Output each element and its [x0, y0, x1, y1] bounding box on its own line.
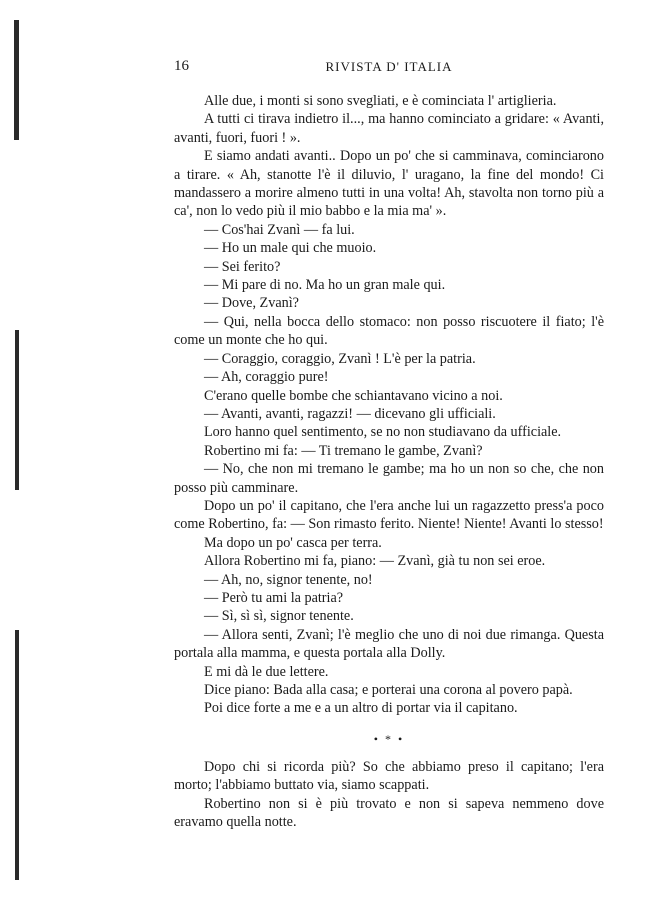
paragraph: C'erano quelle bombe che schiantavano vicino a noi.	[204, 387, 503, 404]
paragraph: Poi dice forte a me e a un altro di portar via il capitano.	[204, 700, 518, 717]
paragraph: Alle due, i monti si sono svegliati, e è cominciata l' artiglieria.	[204, 93, 557, 109]
dialogue-line: — Ho un male qui che muoio.	[204, 240, 377, 257]
running-title: RIVISTA D' ITALIA	[325, 59, 453, 74]
scan-edge-mark-top	[14, 20, 19, 140]
paragraph: Dice piano: Bada alla casa; e porterai una corona al povero papà.	[204, 682, 573, 698]
dialogue-line: — Però tu ami la patria?	[204, 589, 344, 606]
paragraph: Dopo chi si ricorda più? So che abbiamo preso il capitano; l'era morto; l'abbiamo buttato via, siamo scappati.	[174, 758, 604, 794]
paragraph: Robertino mi fa: — Ti tremano le gambe, Zvanì?	[204, 442, 483, 459]
scan-edge-mark-bottom	[15, 630, 19, 880]
dialogue-line: — No, che non mi tremano le gambe; ma ho un non so che, che non posso più camminare.	[174, 461, 604, 496]
paragraph: A tutti ci tirava indietro il..., ma hanno cominciato a gridare: « Avanti, avanti, fuori, fuori ! ».	[174, 111, 604, 146]
paragraph: Dopo un po' il capitano, che l'era anche lui un ragazzetto press'a poco come Robertino, fa: — Son rimasto ferito. Niente! Niente! Avanti lo stesso!	[174, 497, 604, 533]
dialogue-line: — Sì, sì sì, signor tenente.	[204, 608, 354, 625]
dialogue-line: — Ah, coraggio pure!	[204, 369, 329, 386]
dialogue-line: — Cos'hai Zvanì — fa lui.	[204, 221, 355, 238]
dialogue-line: — Ah, no, signor tenente, no!	[204, 571, 373, 588]
paragraph: Loro hanno quel sentimento, se no non studiavano da ufficiale.	[204, 424, 562, 441]
dialogue-line: — Mi pare di no. Ma ho un gran male qui.	[204, 277, 446, 294]
dialogue-line: — Dove, Zvanì?	[204, 295, 299, 312]
page-header	[174, 58, 604, 78]
paragraph: Robertino non si è più trovato e non si sapeva nemmeno dove eravamo quella notte.	[174, 795, 604, 831]
scan-edge-mark-middle	[15, 330, 19, 490]
dialogue-line: — Allora senti, Zvanì; l'è meglio che uno di noi due rimanga. Questa portala alla mamma, e questa portala alla Dolly.	[174, 626, 604, 662]
section-separator: • * •	[373, 731, 405, 746]
dialogue-line: — Avanti, avanti, ragazzi! — dicevano gli ufficiali.	[204, 405, 496, 422]
paragraph: Ma dopo un po' casca per terra.	[204, 534, 382, 551]
page-number: 16	[174, 58, 189, 74]
paragraph: E mi dà le due lettere.	[204, 663, 329, 680]
dialogue-line: — Coraggio, coraggio, Zvanì ! L'è per la patria.	[204, 350, 476, 367]
paragraph: Allora Robertino mi fa, piano: — Zvanì, già tu non sei eroe.	[204, 553, 546, 570]
paragraph: E siamo andati avanti.. Dopo un po' che si camminava, cominciarono a tirare. « Ah, stanotte l'è il diluvio, l' uragano, la fine del mondo! Ci mandassero a morire almeno tutti in una volta! Ah, stavolta non torno più a ca', non lo vedo più il mio babbo e la mia ma' ».	[174, 148, 604, 220]
dialogue-line: — Qui, nella bocca dello stomaco: non posso riscuotere il fiato; l'è come un monte che ho qui.	[174, 313, 604, 349]
page-body	[174, 92, 604, 831]
book-page	[174, 58, 604, 831]
dialogue-line: — Sei ferito?	[204, 258, 281, 275]
